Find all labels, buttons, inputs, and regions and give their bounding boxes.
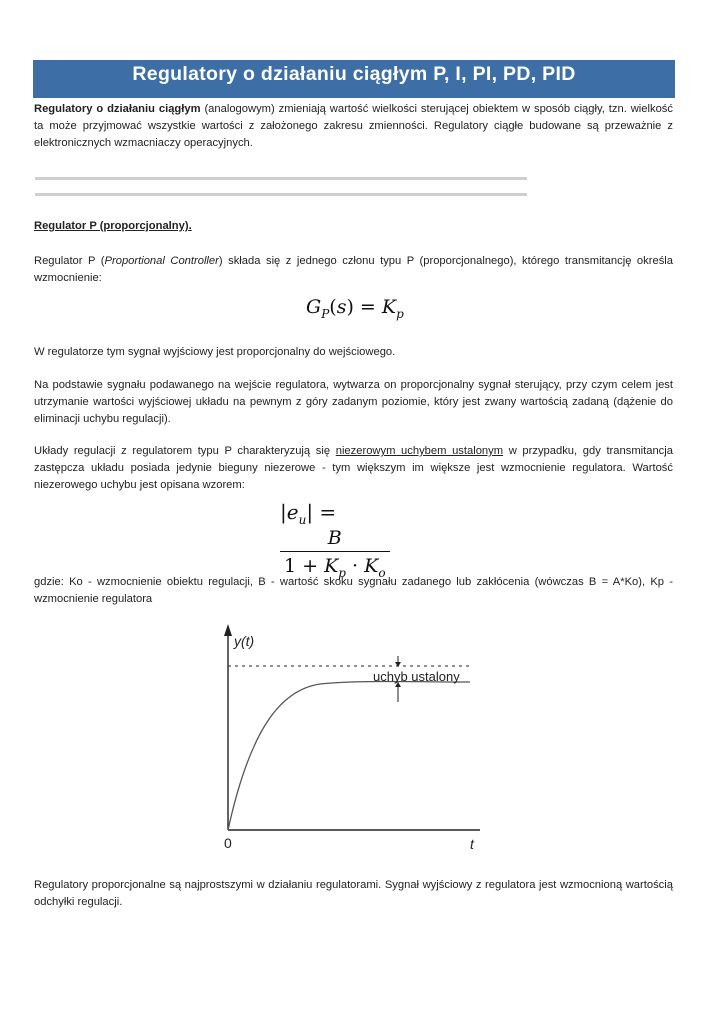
p1-italic: Proportional Controller [104,255,219,267]
separator-2 [35,193,527,196]
p4-text-a: Układy regulacji z regulatorem typu P charakteryzują się [34,445,336,457]
origin-label: 0 [224,835,232,851]
p4-text-b: w przypadku, gdy transmitancja zastępcza układu posiada jedynie bieguny niezerowe - tym większym im większe jest wzmocnienie regulatora. Wartość niezerowego uchybu jest opisana wzorem: [34,445,673,491]
intro-text: (analogowym) zmieniają wartość wielkości sterującej obiektem w sposób ciągły, tzn. wielkość ta może przyjmować wszystkie wartości z założonego zakresu zmienności. Regulatory ciągłe budowane są przeważnie z elektronicznych wzmacniaczy operacyjnych. [34,103,673,149]
error-arrow-head-down [395,662,401,667]
response-curve [228,682,470,831]
paragraph-steady-state [34,443,673,494]
y-axis-arrow [224,624,232,636]
formula-error: $|e_u|$ = $\frac{B}{1 + K_p \cdot K_o}$ [280,500,440,560]
paragraph-setpoint: Na podstawie sygnału podawanego na wejście regulatora, wytwarza on proporcjonalny sygnał sterujący, przy czym celem jest utrzymanie wartości wyjściowej układu na pewnym z góry zadanym poziomie, który jest zwany wartością zadaną (dążenie do eliminacji uchybu regulacji). [34,379,673,425]
steady-state-error-label: uchyb ustalony [373,669,460,684]
paragraph-definition [34,253,673,287]
y-axis-label: y(t) [234,633,255,649]
intro-bold: Regulatory o działaniu ciągłym [34,103,201,115]
separator-1 [35,177,527,180]
paragraph-summary: Regulatory proporcjonalne są najprostszymi w działaniu regulatorami. Sygnał wyjściowy z regulatora jest wzmocnioną wartością odchyłki regulacji. [34,879,673,908]
step-response-graph [210,620,500,860]
p1-text-b: ) składa się z jednego członu typu P (proporcjonalnego), którego transmitancję określa wzmocnienie: [34,255,673,284]
p1-text-a: Regulator P ( [34,255,105,267]
page-title: Regulatory o działaniu ciągłym P, I, PI, PD, PID [33,60,675,98]
section-heading: Regulator P (proporcjonalny). [34,220,192,232]
intro-paragraph [34,101,673,152]
x-axis-label: t [470,836,474,852]
paragraph-legend: gdzie: Ko - wzmocnienie obiektu regulacji, B - wartość skoku sygnału zadanego lub zakłócenia (wówczas B = A*Ko), Kp - wzmocnienie regulatora [34,576,673,605]
formula-gain: $G_P(s) = K_p$ [306,296,404,321]
paragraph-proportional: W regulatorze tym sygnał wyjściowy jest proporcjonalny do wejściowego. [34,346,396,358]
steady-state-error-link[interactable]: niezerowym uchybem ustalonym [335,445,504,457]
